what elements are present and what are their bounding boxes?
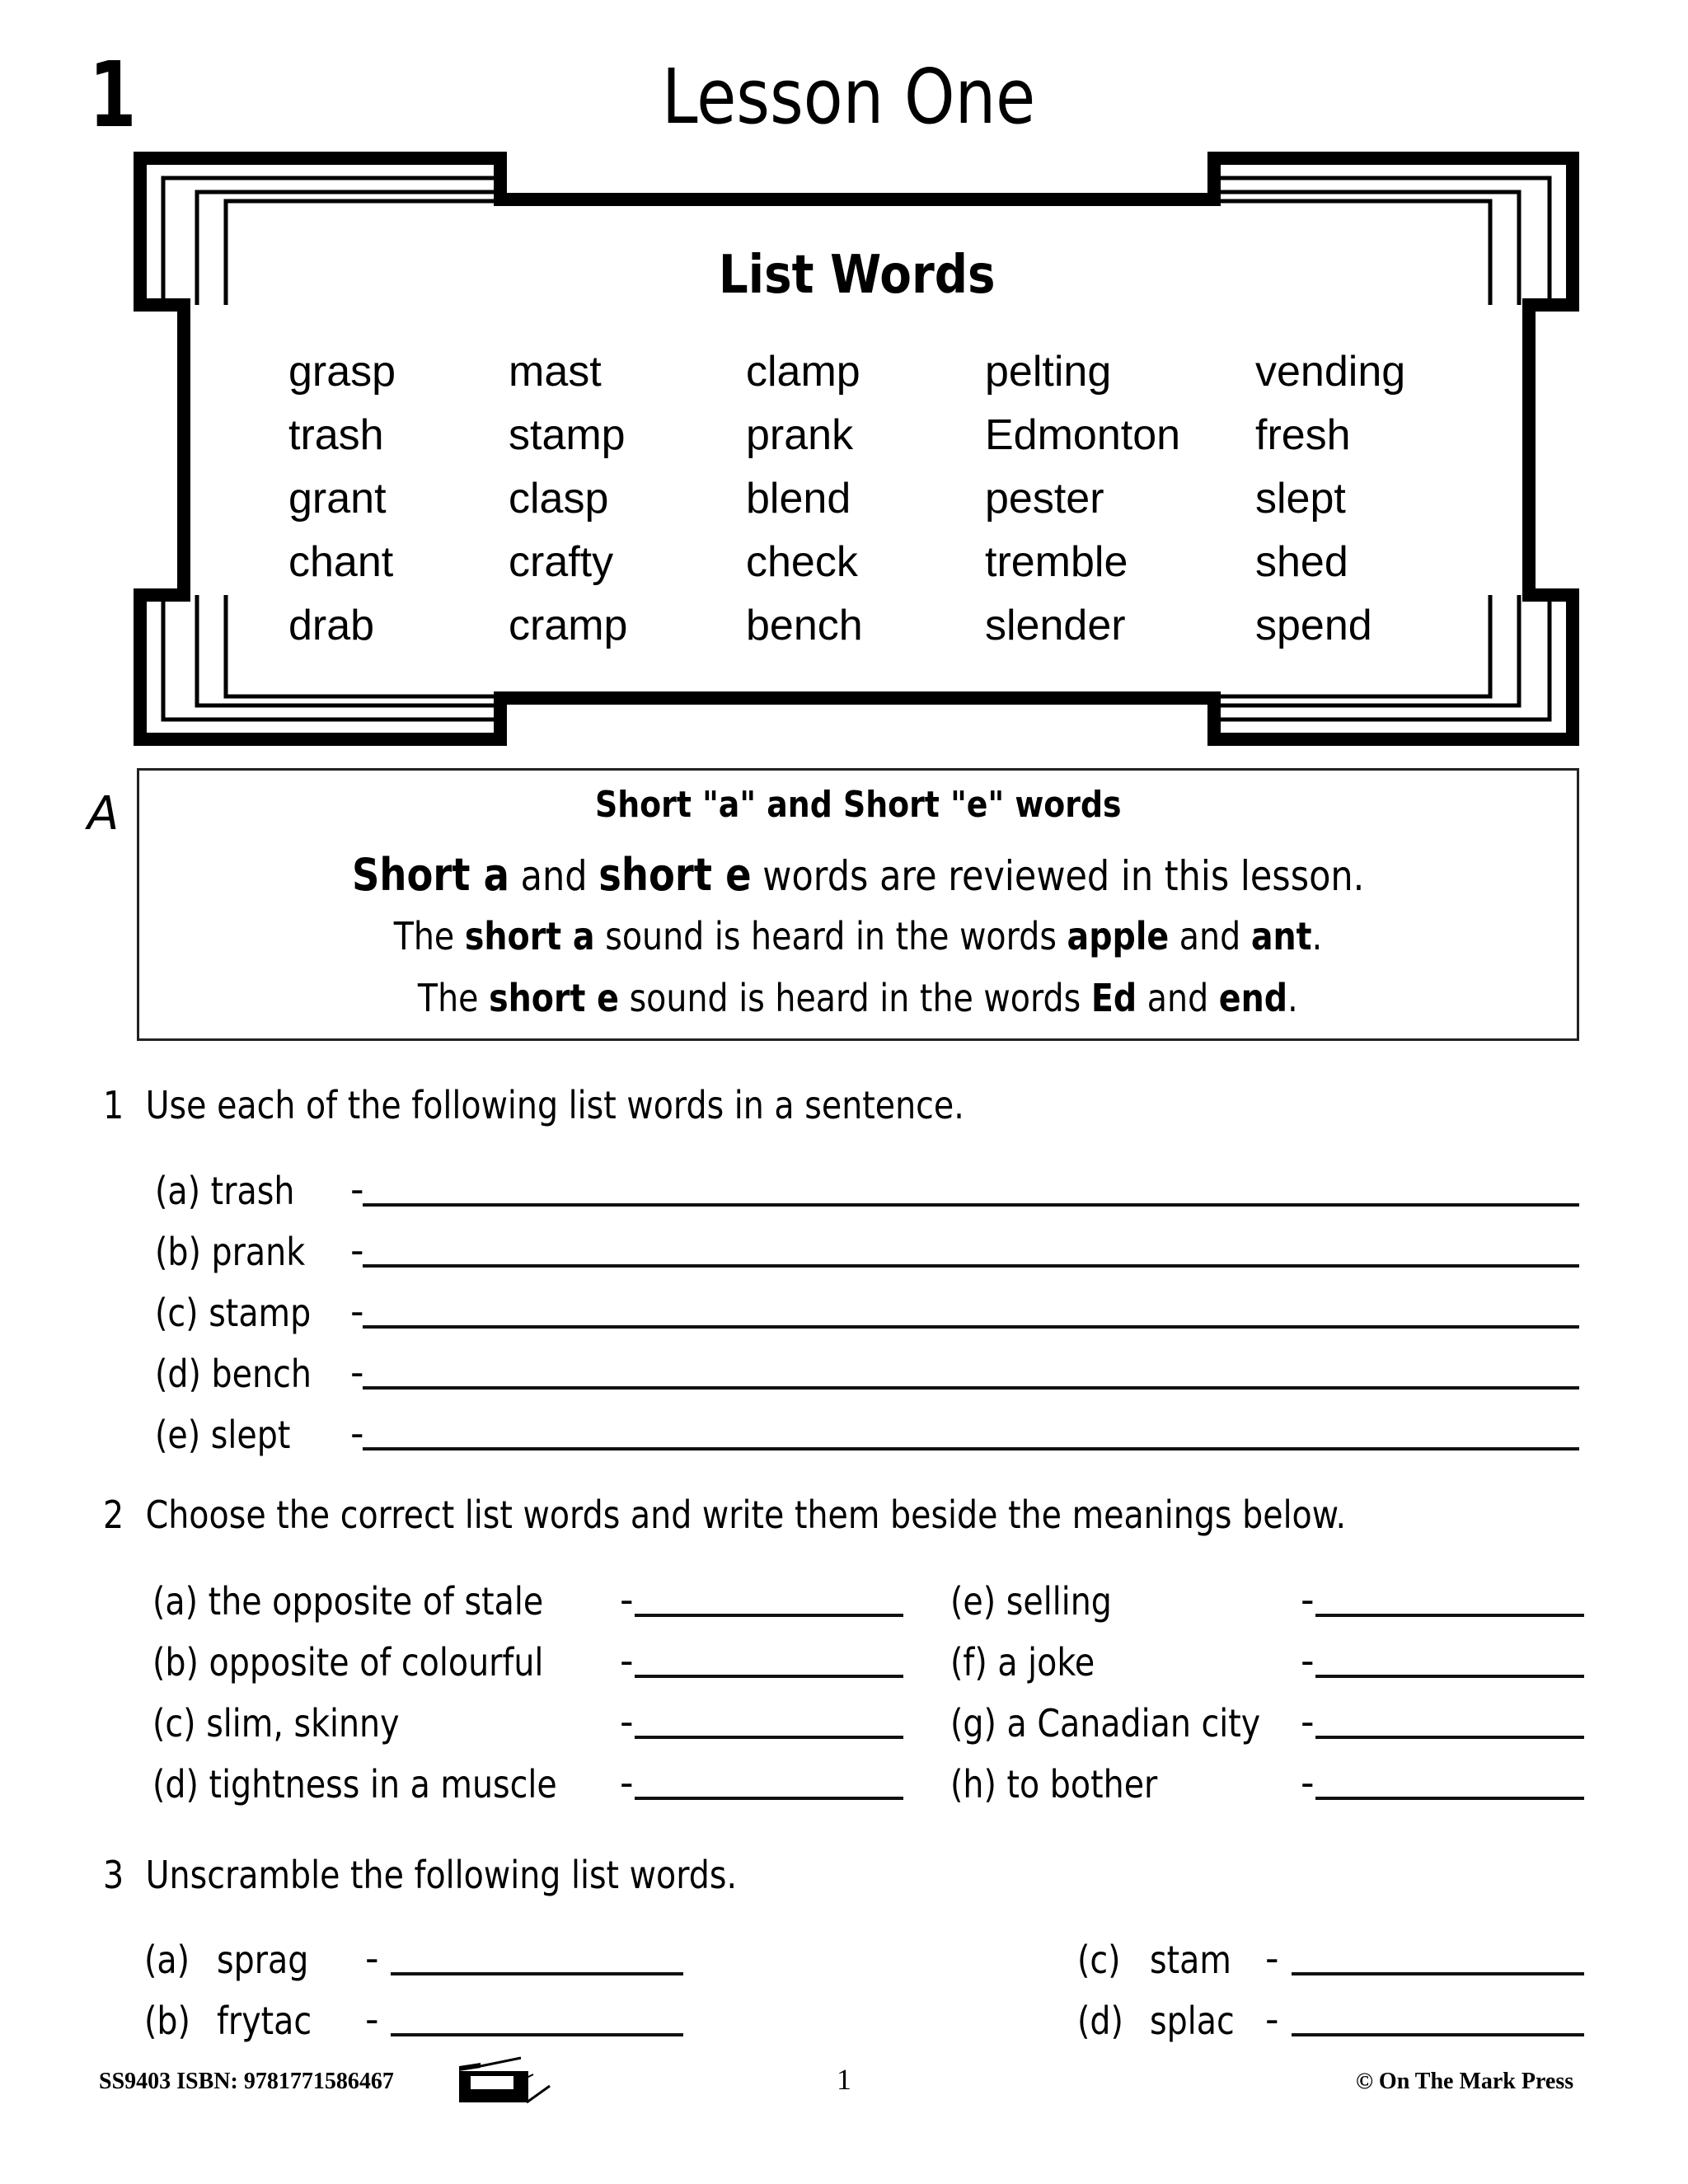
q2-dash: -	[1301, 1577, 1315, 1622]
question-2-prompt: 2 Choose the correct list words and write them beside the meanings below.	[103, 1493, 1347, 1537]
list-word: drab	[288, 602, 375, 649]
q2-answer-line-h[interactable]	[1315, 1797, 1584, 1800]
q2-item-label: (c) slim, skinny	[152, 1701, 400, 1746]
q3-scrambled-word: splac	[1150, 1999, 1235, 2043]
q2-item-label: (g) a Canadian city	[950, 1701, 1261, 1746]
list-word: crafty	[509, 538, 614, 586]
q1-answer-line-c[interactable]	[363, 1325, 1579, 1329]
list-word: clasp	[509, 475, 609, 523]
q2-answer-line-g[interactable]	[1315, 1736, 1584, 1739]
list-word: chant	[288, 538, 394, 586]
q2-dash: -	[620, 1699, 634, 1744]
page-title: Lesson One	[662, 53, 1036, 141]
q3-item-letter: (a)	[144, 1938, 190, 1982]
info-box-line: The short a sound is heard in the words apple and ant.	[393, 914, 1323, 958]
q1-dash: -	[350, 1167, 364, 1212]
q2-item-label: (f) a joke	[950, 1640, 1095, 1685]
footer-isbn: SS9403 ISBN: 9781771586467	[99, 2069, 394, 2094]
list-word: cramp	[509, 602, 628, 649]
q2-item-label: (d) tightness in a muscle	[152, 1762, 557, 1807]
q2-dash: -	[620, 1577, 634, 1622]
q3-scrambled-word: stam	[1150, 1938, 1231, 1982]
q2-answer-line-a[interactable]	[635, 1614, 903, 1617]
list-words-title: List Words	[719, 245, 996, 306]
list-word: fresh	[1255, 411, 1351, 459]
q2-dash: -	[1301, 1638, 1315, 1683]
photocopier-icon	[457, 2056, 556, 2106]
q3-scrambled-word: frytac	[217, 1999, 312, 2043]
q1-answer-line-d[interactable]	[363, 1386, 1579, 1390]
q2-item-label: (e) selling	[950, 1579, 1112, 1624]
list-word: prank	[746, 411, 854, 459]
q1-answer-line-e[interactable]	[363, 1447, 1579, 1451]
list-word: slender	[985, 602, 1126, 649]
q1-item-label: (e) slept	[155, 1413, 291, 1457]
q1-answer-line-a[interactable]	[363, 1203, 1579, 1207]
q2-answer-line-d[interactable]	[635, 1797, 903, 1800]
q1-dash: -	[350, 1350, 364, 1394]
list-word: grant	[288, 475, 387, 523]
list-word: trash	[288, 411, 384, 459]
q2-dash: -	[1301, 1699, 1315, 1744]
footer-page-number: 1	[837, 2063, 851, 2096]
list-word: blend	[746, 475, 851, 523]
q2-answer-line-e[interactable]	[1315, 1614, 1584, 1617]
q3-dash: -	[365, 1997, 379, 2041]
list-word: check	[746, 538, 858, 586]
q1-item-label: (b) prank	[155, 1230, 306, 1274]
list-word: mast	[509, 348, 602, 396]
footer-copyright: © On The Mark Press	[1356, 2069, 1574, 2094]
q3-scrambled-word: sprag	[217, 1938, 309, 1982]
question-1-prompt: 1 Use each of the following list words in a sentence.	[103, 1083, 964, 1127]
q2-item-label: (b) opposite of colourful	[152, 1640, 544, 1685]
q1-item-label: (d) bench	[155, 1352, 312, 1396]
q2-answer-line-f[interactable]	[1315, 1675, 1584, 1678]
list-word: Edmonton	[985, 411, 1181, 459]
list-word: pelting	[985, 348, 1112, 396]
list-word: tremble	[985, 538, 1128, 586]
q2-dash: -	[1301, 1760, 1315, 1805]
q1-dash: -	[350, 1289, 364, 1333]
page-number: 1	[89, 42, 137, 148]
q2-dash: -	[620, 1760, 634, 1805]
q3-dash: -	[1265, 1936, 1279, 1980]
section-letter: A	[87, 787, 120, 841]
q3-item-letter: (d)	[1077, 1999, 1123, 2043]
list-word: bench	[746, 602, 863, 649]
q1-item-label: (c) stamp	[155, 1291, 312, 1335]
q3-answer-line-d[interactable]	[1292, 2033, 1584, 2036]
list-word: slept	[1255, 475, 1346, 523]
q2-answer-line-c[interactable]	[635, 1736, 903, 1739]
list-word: stamp	[509, 411, 626, 459]
q2-dash: -	[620, 1638, 634, 1683]
q3-item-letter: (b)	[144, 1999, 190, 2043]
q3-answer-line-c[interactable]	[1292, 1972, 1584, 1975]
list-word: clamp	[746, 348, 860, 396]
q2-answer-line-b[interactable]	[635, 1675, 903, 1678]
list-word: grasp	[288, 348, 396, 396]
info-box-line: The short e sound is heard in the words Ed and end.	[418, 976, 1298, 1020]
question-3-prompt: 3 Unscramble the following list words.	[103, 1853, 738, 1897]
q3-dash: -	[1265, 1997, 1279, 2041]
q3-answer-line-b[interactable]	[391, 2033, 683, 2036]
q2-item-label: (h) to bother	[950, 1762, 1158, 1807]
q3-dash: -	[365, 1936, 379, 1980]
q2-item-label: (a) the opposite of stale	[152, 1579, 544, 1624]
q1-dash: -	[350, 1228, 364, 1272]
list-word: vending	[1255, 348, 1406, 396]
q3-answer-line-a[interactable]	[391, 1972, 683, 1975]
q1-dash: -	[350, 1411, 364, 1455]
list-word: pester	[985, 475, 1104, 523]
list-word: spend	[1255, 602, 1372, 649]
info-box-heading: Short "a" and Short "e" words	[594, 784, 1122, 826]
info-box-line: Short a and short e words are reviewed in this lesson.	[351, 849, 1365, 901]
q1-answer-line-b[interactable]	[363, 1264, 1579, 1268]
q3-item-letter: (c)	[1077, 1938, 1121, 1982]
list-word: shed	[1255, 538, 1348, 586]
q1-item-label: (a) trash	[155, 1169, 295, 1213]
